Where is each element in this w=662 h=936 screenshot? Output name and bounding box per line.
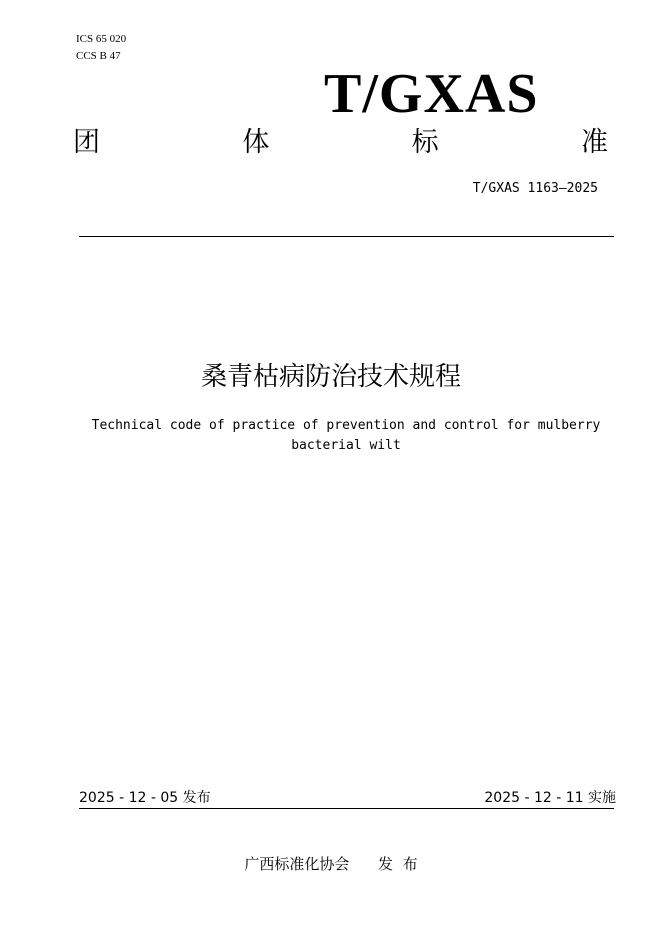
publisher-line: 广西标准化协会 发 布	[244, 855, 418, 873]
category-char: 准	[580, 127, 608, 158]
document-title-chinese: 桑青枯病防治技术规程	[200, 362, 461, 392]
publish-date: 2025 - 12 - 05 发布	[79, 790, 211, 806]
top-divider	[79, 236, 614, 237]
standard-logo: T/GXAS	[324, 63, 539, 125]
category-char: 团	[73, 127, 100, 158]
bottom-divider	[79, 808, 614, 809]
category-char: 体	[242, 127, 270, 158]
ics-code: ICS 65 020	[76, 33, 127, 45]
ccs-code: CCS B 47	[76, 50, 121, 62]
category-char: 标	[411, 127, 439, 158]
standard-category	[73, 126, 608, 160]
document-title-english: Technical code of practice of prevention and control for mulberry bacterial wilt	[91, 418, 601, 453]
standard-number: T/GXAS 1163—2025	[472, 181, 598, 196]
implementation-date: 2025 - 12 - 11 实施	[484, 790, 616, 806]
